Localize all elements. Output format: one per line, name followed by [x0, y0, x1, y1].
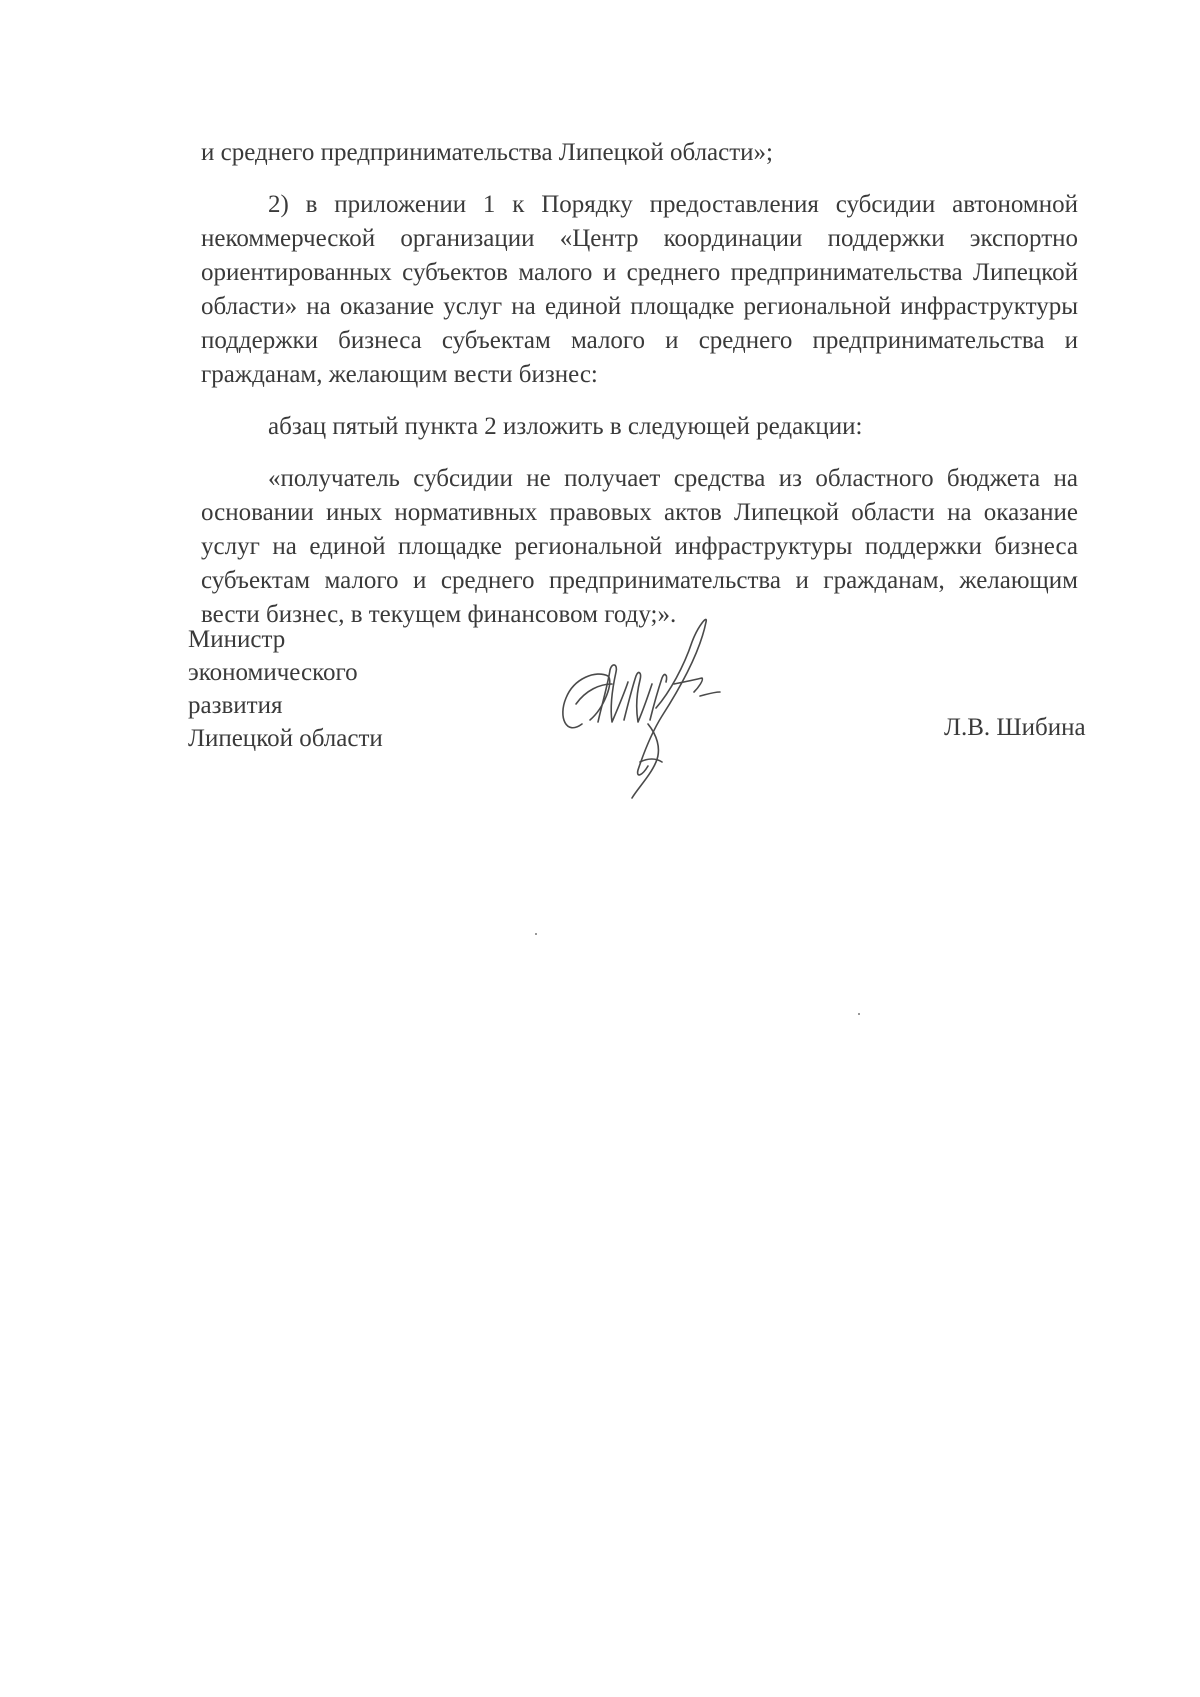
document-body — [201, 136, 1078, 650]
paragraph-instruction: абзац пятый пункта 2 изложить в следующей редакции: — [268, 413, 863, 440]
handwritten-signature — [552, 612, 767, 812]
signatory-title-line: экономического — [188, 659, 358, 686]
signatory-title-line: Министр — [188, 626, 286, 653]
scan-speck — [535, 933, 537, 935]
scan-speck — [858, 1013, 860, 1015]
signatory-title-line: развития — [188, 692, 283, 719]
signatory-title — [188, 623, 383, 755]
signatory-title-line: Липецкой области — [188, 725, 383, 752]
signatory-name: Л.В. Шибина — [944, 714, 1086, 741]
paragraph-new-wording: «получатель субсидии не получает средства из областного бюджета на основании иных нормативных правовых актов Липецкой области на оказание услуг на единой площадке региональной инфраструктуры поддержки бизнеса субъектам малого и среднего предпринимательства и гражданам, желающим вести бизнес, в текущем финансовом году;». — [201, 465, 1078, 628]
paragraph-continuation: и среднего предпринимательства Липецкой области»; — [201, 139, 773, 166]
paragraph-amendment-item-2: 2) в приложении 1 к Порядку предоставления субсидии автономной некоммерческой организации «Центр координации поддержки экспортно ориентированных субъектов малого и среднего предпринимательства Липецкой области» на оказание услуг на единой площадке региональной инфраструктуры поддержки бизнеса субъектам малого и среднего предпринимательства и гражданам, желающим вести бизнес: — [201, 191, 1078, 388]
